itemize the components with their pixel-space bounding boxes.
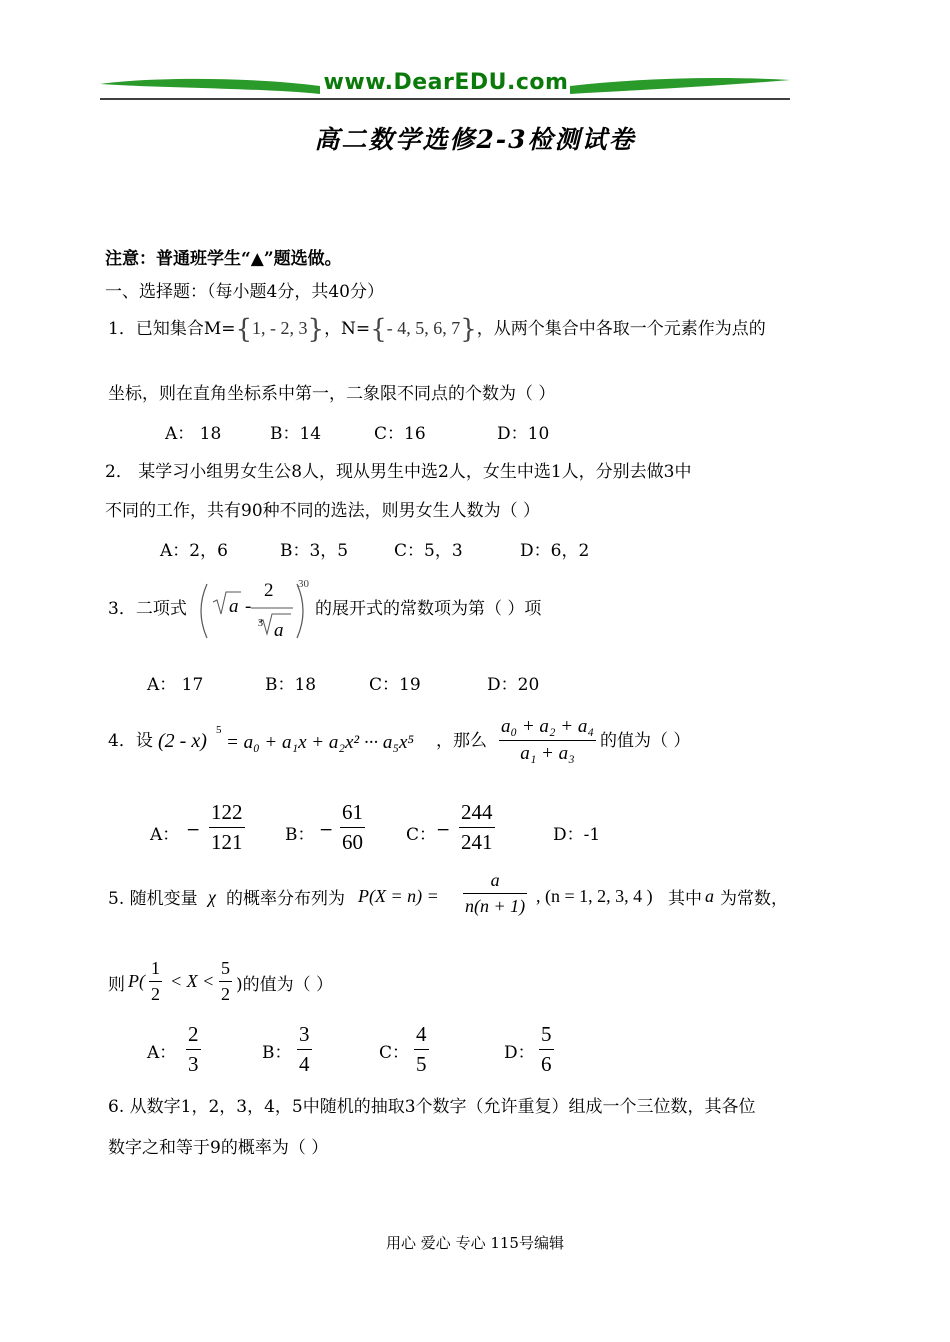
q4-expr: (2 - x) <box>158 730 207 752</box>
q5-line2-prefix: 则 <box>108 975 125 995</box>
page-footer: 用心 爱心 专心 115号编辑 <box>386 1234 564 1252</box>
set-n: - 4, 5, 6, 7 <box>386 318 461 338</box>
q4-option-b-den: 60 <box>342 830 363 854</box>
q3-option-a: A： 17 <box>147 675 204 695</box>
q5-frac-den: n(n + 1) <box>465 896 526 916</box>
question-5 <box>108 870 808 926</box>
q4-prefix: 4．设 <box>108 731 153 751</box>
q3-den-a: a <box>274 620 284 641</box>
q4-option-a-num: 122 <box>209 800 245 828</box>
q4-option-c-label: C： <box>406 825 437 845</box>
q3-num: 2 <box>264 580 274 601</box>
q4-option-c-num: 244 <box>459 800 495 828</box>
q6-line2: 数字之和等于9的概率为（ ） <box>108 1138 329 1158</box>
q1-option-d: D：10 <box>497 424 550 444</box>
q1-line2: 坐标，则在直角坐标系中第一，二象限不同点的个数为（ ） <box>108 384 556 404</box>
q4-suffix: 的值为（ ） <box>600 731 691 751</box>
q5-options <box>147 1022 607 1078</box>
header-banner <box>100 68 790 104</box>
q4-exp: 5 <box>216 724 222 736</box>
q5-line2 <box>108 958 408 1008</box>
q5-a: a <box>705 886 714 906</box>
set-m: 1, - 2, 3 <box>252 318 308 338</box>
q5-half-den: 2 <box>151 984 160 1004</box>
q5-px: P(X = n) = <box>358 886 439 906</box>
q5-line2-suffix: )的值为（ ） <box>236 975 334 995</box>
q2-line1: 2． 某学习小组男女生公8人，现从男生中选2人，女生中选1人，分别去做3中 <box>105 462 692 482</box>
q2-option-a: A：2，6 <box>160 541 228 561</box>
q1-mid: ，N= <box>324 319 371 339</box>
q3-option-b: B：18 <box>265 675 317 695</box>
q5-option-c-num: 4 <box>414 1022 429 1050</box>
q5-lt-x-lt: < X < <box>170 971 215 991</box>
q1-option-a: A： 18 <box>165 424 222 444</box>
q4-frac-num: a₀ + a₂ + a₄ <box>499 716 596 741</box>
q4-frac-den: a₁ + a₃ <box>520 743 575 764</box>
q3-suffix: 的展开式的常数项为第（ ）项 <box>315 599 542 619</box>
q2-option-d: D：6，2 <box>520 541 590 561</box>
q2-option-b: B：3，5 <box>280 541 349 561</box>
q5-option-d-den: 6 <box>541 1052 552 1076</box>
q5-suffix: 其中 <box>668 889 702 909</box>
q5-five-den: 2 <box>221 984 230 1004</box>
q3-option-d: D：20 <box>487 675 540 695</box>
q6-line1: 6. 从数字1，2，3，4，5中随机的抽取3个数字（允许重复）组成一个三位数，其各位 <box>108 1097 756 1117</box>
q5-half <box>149 958 162 1005</box>
q5-cond: , (n = 1, 2, 3, 4 ) <box>536 886 653 906</box>
q4-option-c-sign: − <box>436 820 451 840</box>
q3-minus: - <box>245 596 252 617</box>
q1-option-b: B：14 <box>270 424 322 444</box>
q3-option-c: C：19 <box>369 675 421 695</box>
q4-option-c-den: 241 <box>461 830 493 854</box>
q4-option-b-label: B： <box>285 825 315 845</box>
q4-option-d: D：-1 <box>553 825 601 845</box>
q5-prefix: 5. 随机变量 <box>108 889 198 909</box>
section-heading: 一、选择题：（每小题4分，共40分） <box>105 282 384 302</box>
q3-root-index: 3 <box>258 618 263 629</box>
q5-suffix2: 为常数， <box>720 889 788 909</box>
q4-option-a-den: 121 <box>211 830 243 854</box>
q1-option-c: C：16 <box>374 424 426 444</box>
q5-frac-num: a <box>463 870 527 894</box>
question-1: 1．已知集合M={1, - 2, 3}，N={- 4, 5, 6, 7}，从两个集合中各取一个元素作为点的 <box>108 314 766 345</box>
q5-option-b-den: 4 <box>299 1052 310 1076</box>
q5-line2-p: P( <box>128 971 145 991</box>
q5-option-c-label: C： <box>379 1043 410 1063</box>
q5-option-b-num: 3 <box>297 1022 312 1050</box>
q5-fraction <box>463 870 527 917</box>
q5-option-d-num: 5 <box>539 1022 554 1050</box>
q5-option-a-den: 3 <box>188 1052 199 1076</box>
q1-prefix: 1．已知集合M= <box>108 319 236 339</box>
banner-text: www.DearEDU.com <box>323 70 569 95</box>
q2-line2: 不同的工作，共有90种不同的选法，则男女生人数为（ ） <box>105 501 541 521</box>
q4-fraction <box>499 716 596 765</box>
q5-five-half <box>219 958 232 1005</box>
q5-mid: 的概率分布列为 <box>226 889 345 909</box>
q2-option-c: C：5，3 <box>394 541 463 561</box>
q5-option-a-num: 2 <box>186 1022 201 1050</box>
notice: 注意：普通班学生“▲”题选做。 <box>105 249 342 269</box>
q5-option-b-label: B： <box>262 1043 292 1063</box>
q4-option-b-sign: − <box>319 820 334 840</box>
q5-five-num: 5 <box>219 958 232 982</box>
q5-option-a-label: A： <box>147 1043 177 1063</box>
q4-rhs: = a₀ + a₁x + a₂x² ··· a₅x⁵ <box>226 732 414 753</box>
q3-prefix: 3．二项式 <box>108 599 187 619</box>
q5-var: χ <box>208 887 216 907</box>
q5-half-num: 1 <box>149 958 162 982</box>
q4-option-b-num: 61 <box>340 800 365 828</box>
q3-exponent: 30 <box>298 578 309 590</box>
q4-options <box>150 800 650 860</box>
q4-option-a-sign: − <box>186 820 201 840</box>
q1-suffix: ，从两个集合中各取一个元素作为点的 <box>476 319 766 339</box>
q5-option-d-label: D： <box>504 1043 535 1063</box>
q3-paren-icon <box>193 578 313 644</box>
q4-mid: ，那么 <box>436 731 487 751</box>
q5-option-c-den: 5 <box>416 1052 427 1076</box>
page-title: 高二数学选修2-3检测试卷 <box>314 125 636 154</box>
q4-option-a-label: A： <box>150 825 180 845</box>
q3-sqrt-a: a <box>229 596 239 617</box>
